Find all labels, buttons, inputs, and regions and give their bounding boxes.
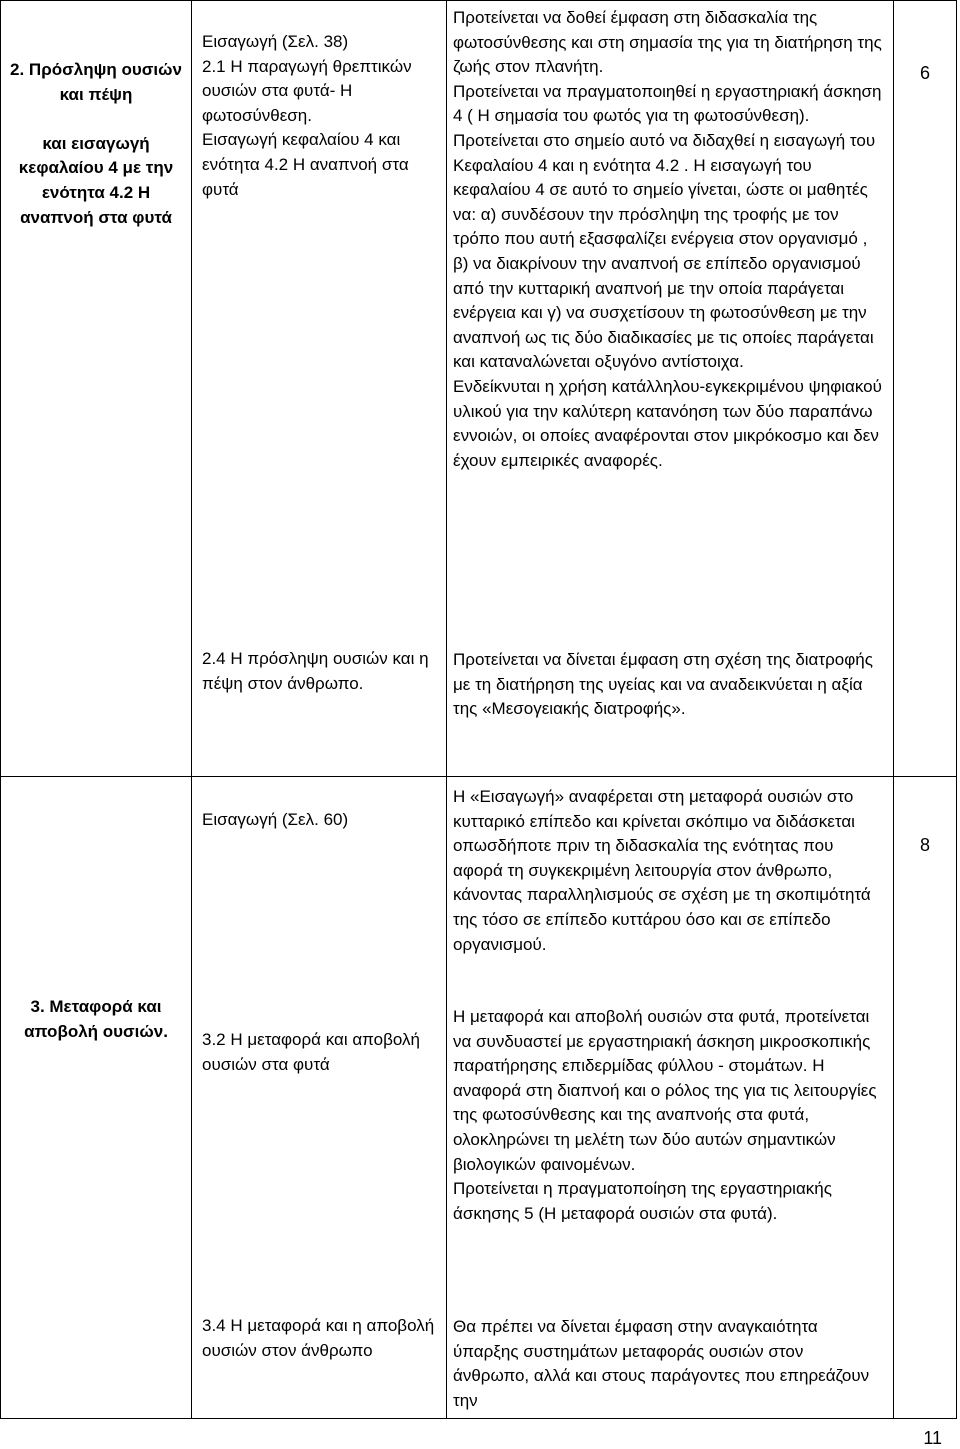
table-row	[1, 777, 957, 1419]
periods-cell	[894, 1, 957, 777]
unit-cell	[1, 1, 192, 777]
note-block: Προτείνεται να δοθεί έμφαση στη διδασκαλία της φωτοσύνθεσης και στη σημασία της για τη διατήρηση της ζωής στον πλανήτη. Προτείνεται να πραγματοποιηθεί η εργαστηριακή άσκηση 4 ( Η σημασία του φωτός για τη φωτοσύνθεση). Προτείνεται στο σημείο αυτό να διδαχθεί η εισαγωγή του Κεφαλαίου 4 και η ενότητα 4.2 . Η εισαγωγή του κεφαλαίου 4 σε αυτό το σημείο γίνεται, ώστε οι μαθητές να: α) συνδέσουν την πρόσληψη της τροφής με τον τρόπο που αυτή εξασφαλίζει ενέργεια στον οργανισμό , β) να διακρίνουν την αναπνοή σε επίπεδο οργανισμού από την κυτταρική αναπνοή με την οποία παράγεται ενέργεια και γ) να συσχετίσουν τη φωτοσύνθεση με την αναπνοή ως τις δύο διαδικασίες με τις οποίες παράγεται και καταναλώνεται οξυγόνο αντίστοιχα. Ενδείκνυται η χρήση κατάλληλου-εγκεκριμένου ψηφιακού υλικού για την καλύτερη κατανόηση των δύο παραπάνω εννοιών, οι οποίες αναφέρονται στον μικρόκοσμο και δεν έχουν εμπειρικές αναφορές.	[453, 8, 882, 470]
lesson-block: 3.2 Η μεταφορά και αποβολή ουσιών στα φυτά	[202, 1030, 420, 1074]
unit-cell	[1, 777, 192, 1419]
note-block: Προτείνεται να δίνεται έμφαση στη σχέση της διατροφής με τη διατήρηση της υγείας και να αναδεικνύεται η αξία της «Μεσογειακής διατροφής».	[453, 650, 873, 719]
notes-cell	[447, 777, 894, 1419]
note-block: Η «Εισαγωγή» αναφέρεται στη μεταφορά ουσιών στο κυτταρικό επίπεδο και κρίνεται σκόπιμο να διδάσκεται οπωσδήποτε πριν τη διδασκαλία της ενότητας που αφορά τη συγκεκριμένη λειτουργία στον άνθρωπο, κάνοντας παραλληλισμούς σε σχέση με τη σκοπιμότητά της τόσο σε επίπεδο κυττάρου όσο και σε επίπεδο οργανισμού.	[453, 787, 871, 954]
unit-title: 2. Πρόσληψη ουσιών και πέψη και εισαγωγή κεφαλαίου 4 με την ενότητα 4.2 Η αναπνοή στα φυτά	[10, 60, 182, 227]
lesson-block: Εισαγωγή (Σελ. 60)	[202, 810, 349, 829]
unit-title: 3. Μεταφορά και αποβολή ουσιών.	[24, 997, 168, 1041]
lessons-cell	[192, 1, 447, 777]
period-count: 6	[919, 63, 930, 83]
periods-cell	[894, 777, 957, 1419]
notes-cell	[447, 1, 894, 777]
page-number: 11	[923, 1428, 942, 1448]
lesson-block: 3.4 Η μεταφορά και η αποβολή ουσιών στον άνθρωπο	[202, 1316, 435, 1360]
lesson-block: 2.4 Η πρόσληψη ουσιών και η πέψη στον άνθρωπο.	[202, 649, 429, 693]
lessons-cell	[192, 777, 447, 1419]
note-block: Η μεταφορά και αποβολή ουσιών στα φυτά, προτείνεται να συνδυαστεί με εργαστηριακή άσκηση μικροσκοπικής παρατήρησης επιδερμίδας φύλλου - στομάτων. Η αναφορά στη διαπνοή και ο ρόλος της για τις λειτουργίες της φωτοσύνθεσης και της αναπνοής στα φυτά, ολοκληρώνει τη μελέτη των δύο αυτών σημαντικών βιολογικών φαινομένων. Προτείνεται η πραγματοποίηση της εργαστηριακής άσκησης 5 (Η μεταφορά ουσιών στα φυτά).	[453, 1007, 877, 1223]
lesson-block: Εισαγωγή (Σελ. 38) 2.1 Η παραγωγή θρεπτικών ουσιών στα φυτά- Η φωτοσύνθεση. Εισαγωγή κεφαλαίου 4 και ενότητα 4.2 Η αναπνοή στα φυτά	[202, 32, 412, 199]
table-row	[1, 1, 957, 777]
period-count: 8	[919, 835, 930, 855]
note-block: Θα πρέπει να δίνεται έμφαση στην αναγκαιότητα ύπαρξης συστημάτων μεταφοράς ουσιών στον άνθρωπο, αλλά και στους παράγοντες που επηρεάζουν την	[453, 1317, 870, 1410]
